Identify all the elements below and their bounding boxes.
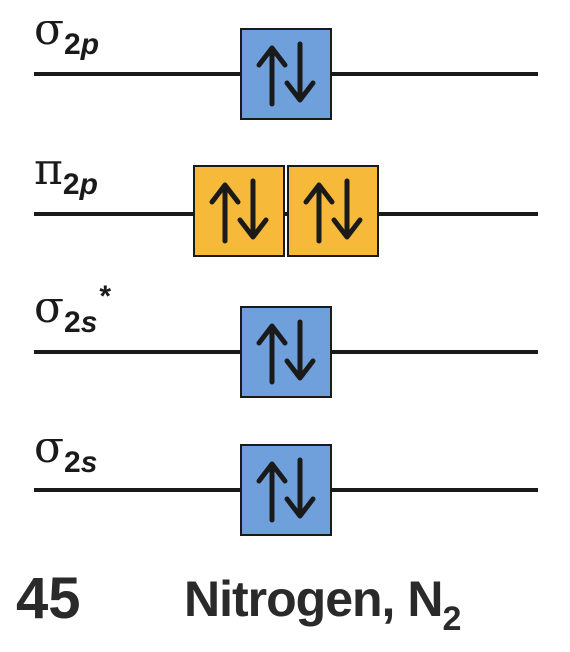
electron-pair — [242, 446, 330, 534]
molecule-subscript: 2 — [442, 600, 461, 638]
pi-symbol: π — [34, 144, 63, 195]
orbital-subscript — [64, 28, 99, 61]
figure-caption — [0, 560, 570, 652]
subscript-number: 2 — [64, 306, 81, 339]
orbital-label-sigma-2p — [34, 4, 100, 61]
subscript-number: 2 — [64, 446, 81, 479]
subscript-letter: s — [80, 446, 98, 479]
orbital-box — [240, 306, 332, 398]
subscript-letter: s — [80, 306, 98, 339]
orbital-box-fill — [242, 308, 330, 396]
orbital-subscript — [64, 306, 97, 339]
electron-pair — [242, 308, 330, 396]
orbital-box-fill — [242, 30, 330, 118]
sigma-symbol: σ — [34, 422, 65, 473]
orbital-subscript — [64, 446, 97, 479]
orbital-label-sigma-2s-star — [34, 280, 112, 339]
figure-number: 45 — [16, 566, 81, 631]
energy-level-line — [34, 212, 538, 216]
energy-level-sigma-2s — [0, 418, 570, 538]
orbital-box-fill — [195, 167, 283, 255]
molecule-name-text: Nitrogen, N — [184, 571, 443, 627]
orbital-box — [240, 444, 332, 536]
orbital-label-sigma-2s — [34, 422, 98, 479]
subscript-number: 2 — [64, 28, 81, 61]
electron-pair — [195, 167, 283, 255]
electron-pair — [289, 167, 377, 255]
orbital-box-fill — [242, 446, 330, 534]
energy-level-pi-2p — [0, 140, 570, 260]
orbital-box-fill — [289, 167, 377, 255]
antibonding-star: * — [99, 280, 112, 313]
orbital-box — [287, 165, 379, 257]
orbital-box — [193, 165, 285, 257]
subscript-letter: p — [79, 168, 98, 201]
electron-pair — [242, 30, 330, 118]
sigma-symbol: σ — [34, 282, 65, 333]
subscript-letter: p — [80, 28, 100, 61]
energy-level-sigma-2s-star — [0, 278, 570, 398]
orbital-label-pi-2p — [34, 144, 98, 201]
sigma-symbol: σ — [34, 4, 65, 55]
energy-level-sigma-2p — [0, 0, 570, 120]
orbital-box — [240, 28, 332, 120]
subscript-number: 2 — [62, 168, 80, 201]
molecule-name — [184, 571, 461, 638]
orbital-subscript — [63, 168, 98, 201]
